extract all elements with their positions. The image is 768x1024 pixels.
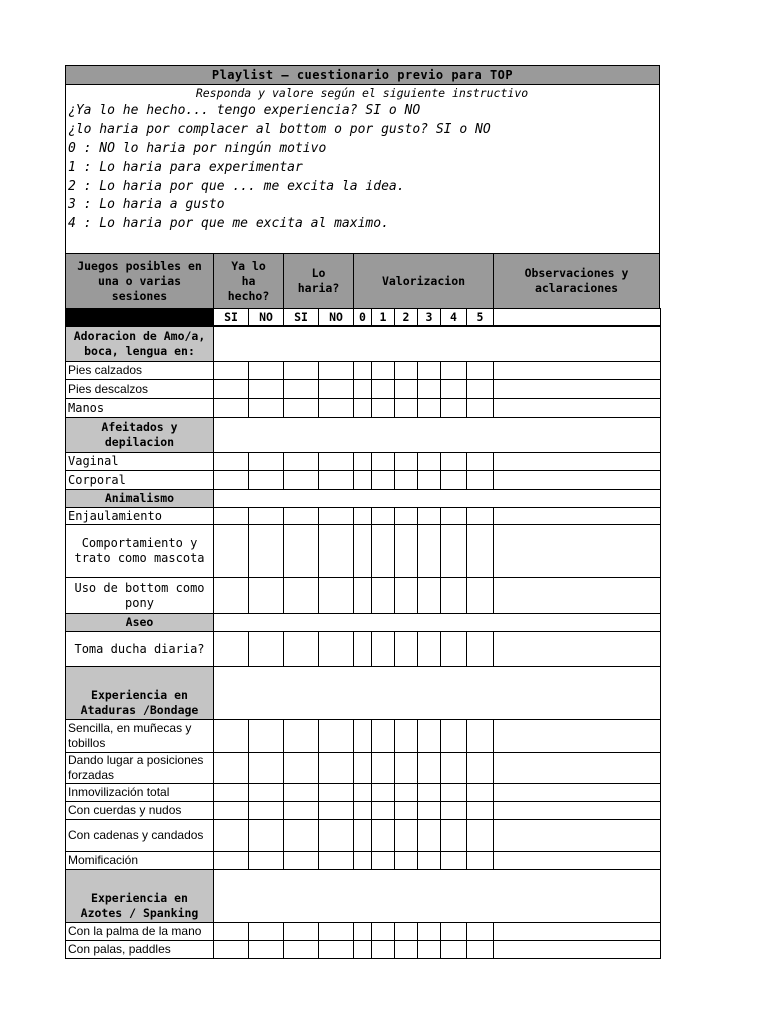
rating-1-cell[interactable] — [371, 524, 395, 578]
observaciones-cell[interactable] — [493, 922, 661, 941]
lo-haria-no-cell[interactable] — [318, 631, 354, 667]
si-header: SI — [283, 308, 319, 326]
row-label-text: Afeitados y depilacion — [101, 420, 178, 449]
instruction-line: 2 : Lo haria por que ... me excita la idea. — [68, 179, 405, 194]
row-label-text: Pies calzados — [68, 363, 143, 377]
rating-1-cell[interactable] — [371, 719, 395, 753]
item-label — [65, 524, 214, 578]
scale-1-header: 1 — [371, 308, 395, 326]
rating-2-cell[interactable] — [394, 379, 418, 399]
rating-1-cell[interactable] — [371, 452, 395, 471]
ya-hecho-no-cell[interactable] — [248, 783, 284, 802]
rating-5-cell[interactable] — [466, 470, 494, 490]
ya-hecho-no-cell[interactable] — [248, 801, 284, 820]
lo-haria-no-cell[interactable] — [318, 719, 354, 753]
rating-2-cell[interactable] — [394, 719, 418, 753]
row-label-text: Experiencia en Ataduras /Bondage — [80, 688, 199, 717]
ya-hecho-no-cell[interactable] — [248, 361, 284, 380]
lo-haria-si-cell[interactable] — [283, 719, 319, 753]
rating-5-cell[interactable] — [466, 922, 494, 941]
item-label — [65, 819, 214, 852]
rating-2-cell[interactable] — [394, 577, 418, 614]
row-label-text: Inmovilización total — [68, 785, 170, 799]
rating-4-cell[interactable] — [440, 801, 467, 820]
title-text: Playlist – cuestionario previo para TOP — [211, 68, 514, 82]
row-label-text: Con cadenas y candados — [68, 828, 204, 842]
row-label-text: Adoracion de Amo/a, boca, lengua en: — [73, 329, 206, 358]
rating-3-cell[interactable] — [417, 398, 441, 418]
item-label — [65, 577, 214, 614]
category-label — [65, 666, 214, 720]
rating-2-cell[interactable] — [394, 819, 418, 852]
rating-2-cell[interactable] — [394, 452, 418, 471]
rating-3-cell[interactable] — [417, 524, 441, 578]
rating-4-cell[interactable] — [440, 452, 467, 471]
item-label — [65, 361, 214, 380]
rating-2-cell[interactable] — [394, 752, 418, 784]
rating-0-cell[interactable] — [353, 452, 372, 471]
rating-0-cell[interactable] — [353, 507, 372, 525]
ya-hecho-si-cell[interactable] — [213, 752, 249, 784]
page-title — [65, 65, 660, 85]
rating-1-cell[interactable] — [371, 851, 395, 870]
lo-haria-no-cell[interactable] — [318, 783, 354, 802]
rating-4-cell[interactable] — [440, 752, 467, 784]
row-label-text: Sencilla, en muñecas y tobillos — [68, 721, 192, 750]
ya-hecho-si-cell[interactable] — [213, 507, 249, 525]
ya-hecho-si-cell[interactable] — [213, 819, 249, 852]
rating-0-cell[interactable] — [353, 851, 372, 870]
observaciones-cell[interactable] — [493, 719, 661, 753]
ya-hecho-si-cell[interactable] — [213, 452, 249, 471]
item-label — [65, 940, 214, 959]
rating-5-cell[interactable] — [466, 783, 494, 802]
column-header-observaciones: Observaciones y aclaraciones — [493, 253, 660, 309]
lo-haria-no-cell[interactable] — [318, 851, 354, 870]
rating-5-cell[interactable] — [466, 577, 494, 614]
lo-haria-si-cell[interactable] — [283, 452, 319, 471]
row-label-text: Corporal — [68, 472, 126, 487]
rating-5-cell[interactable] — [466, 631, 494, 667]
rating-1-cell[interactable] — [371, 631, 395, 667]
rating-3-cell[interactable] — [417, 819, 441, 852]
instructions-subtitle: Responda y valore según el siguiente instructivo — [195, 86, 529, 100]
ya-hecho-no-cell[interactable] — [248, 719, 284, 753]
rating-4-cell[interactable] — [440, 940, 467, 959]
instruction-line: 3 : Lo haria a gusto — [68, 197, 225, 212]
ya-hecho-si-cell[interactable] — [213, 577, 249, 614]
rating-4-cell[interactable] — [440, 470, 467, 490]
category-label — [65, 869, 214, 923]
rating-1-cell[interactable] — [371, 922, 395, 941]
instruction-line: 0 : NO lo haria por ningún motivo — [68, 141, 327, 156]
rating-2-cell[interactable] — [394, 524, 418, 578]
lo-haria-si-cell[interactable] — [283, 470, 319, 490]
rating-5-cell[interactable] — [466, 752, 494, 784]
rating-0-cell[interactable] — [353, 361, 372, 380]
ya-hecho-si-cell[interactable] — [213, 922, 249, 941]
item-label — [65, 398, 214, 418]
observaciones-cell[interactable] — [493, 752, 661, 784]
lo-haria-si-cell[interactable] — [283, 752, 319, 784]
ya-hecho-si-cell[interactable] — [213, 379, 249, 399]
subheader-black-cell — [65, 308, 214, 326]
rating-3-cell[interactable] — [417, 361, 441, 380]
observaciones-cell[interactable] — [493, 361, 661, 380]
lo-haria-no-cell[interactable] — [318, 379, 354, 399]
lo-haria-no-cell[interactable] — [318, 819, 354, 852]
ya-hecho-si-cell[interactable] — [213, 524, 249, 578]
instruction-line: 4 : Lo haria por que me excita al maximo. — [68, 216, 389, 231]
rating-5-cell[interactable] — [466, 398, 494, 418]
row-label-text: Toma ducha diaria? — [74, 641, 205, 656]
ya-hecho-si-cell[interactable] — [213, 801, 249, 820]
rating-3-cell[interactable] — [417, 470, 441, 490]
rating-1-cell[interactable] — [371, 783, 395, 802]
rating-3-cell[interactable] — [417, 379, 441, 399]
rating-3-cell[interactable] — [417, 851, 441, 870]
rating-4-cell[interactable] — [440, 851, 467, 870]
ya-hecho-no-cell[interactable] — [248, 470, 284, 490]
rating-5-cell[interactable] — [466, 819, 494, 852]
rating-3-cell[interactable] — [417, 922, 441, 941]
category-label — [65, 326, 214, 362]
item-label — [65, 752, 214, 784]
lo-haria-no-cell[interactable] — [318, 524, 354, 578]
row-label-text: Experiencia en Azotes / Spanking — [80, 891, 199, 920]
item-label — [65, 783, 214, 802]
row-label-text: Enjaulamiento — [68, 508, 162, 523]
lo-haria-si-cell[interactable] — [283, 379, 319, 399]
ya-hecho-si-cell[interactable] — [213, 361, 249, 380]
lo-haria-no-cell[interactable] — [318, 922, 354, 941]
rating-1-cell[interactable] — [371, 470, 395, 490]
lo-haria-no-cell[interactable] — [318, 361, 354, 380]
instruction-line: 1 : Lo haria para experimentar — [68, 160, 303, 175]
ya-hecho-no-cell[interactable] — [248, 819, 284, 852]
si-header: SI — [213, 308, 249, 326]
no-header: NO — [318, 308, 354, 326]
observaciones-cell[interactable] — [493, 801, 661, 820]
column-header-juegos: Juegos posibles en una o varias sesiones — [65, 253, 214, 309]
lo-haria-si-cell[interactable] — [283, 819, 319, 852]
rating-0-cell[interactable] — [353, 783, 372, 802]
rating-0-cell[interactable] — [353, 577, 372, 614]
category-spacer — [213, 613, 661, 632]
rating-1-cell[interactable] — [371, 940, 395, 959]
rating-4-cell[interactable] — [440, 379, 467, 399]
rating-5-cell[interactable] — [466, 801, 494, 820]
rating-4-cell[interactable] — [440, 524, 467, 578]
rating-5-cell[interactable] — [466, 379, 494, 399]
lo-haria-si-cell[interactable] — [283, 801, 319, 820]
ya-hecho-si-cell[interactable] — [213, 851, 249, 870]
rating-5-cell[interactable] — [466, 940, 494, 959]
column-header-valorizacion: Valorizacion — [353, 253, 494, 309]
lo-haria-si-cell[interactable] — [283, 398, 319, 418]
rating-0-cell[interactable] — [353, 752, 372, 784]
ya-hecho-no-cell[interactable] — [248, 752, 284, 784]
item-label — [65, 631, 214, 667]
observaciones-cell[interactable] — [493, 819, 661, 852]
observaciones-subheader — [493, 308, 661, 326]
observaciones-cell[interactable] — [493, 631, 661, 667]
category-spacer — [213, 489, 661, 508]
rating-3-cell[interactable] — [417, 783, 441, 802]
rating-4-cell[interactable] — [440, 783, 467, 802]
column-header-lo-haria: Lo haria? — [283, 253, 354, 309]
item-label — [65, 851, 214, 870]
observaciones-cell[interactable] — [493, 851, 661, 870]
rating-3-cell[interactable] — [417, 631, 441, 667]
ya-hecho-si-cell[interactable] — [213, 398, 249, 418]
category-label — [65, 613, 214, 632]
category-spacer — [213, 666, 661, 720]
rating-0-cell[interactable] — [353, 940, 372, 959]
rating-3-cell[interactable] — [417, 801, 441, 820]
ya-hecho-si-cell[interactable] — [213, 783, 249, 802]
ya-hecho-no-cell[interactable] — [248, 577, 284, 614]
item-label — [65, 801, 214, 820]
rating-5-cell[interactable] — [466, 524, 494, 578]
rating-4-cell[interactable] — [440, 819, 467, 852]
lo-haria-no-cell[interactable] — [318, 752, 354, 784]
ya-hecho-no-cell[interactable] — [248, 507, 284, 525]
lo-haria-si-cell[interactable] — [283, 577, 319, 614]
rating-2-cell[interactable] — [394, 631, 418, 667]
rating-2-cell[interactable] — [394, 851, 418, 870]
category-spacer — [213, 417, 661, 453]
rating-1-cell[interactable] — [371, 801, 395, 820]
rating-2-cell[interactable] — [394, 507, 418, 525]
lo-haria-si-cell[interactable] — [283, 631, 319, 667]
observaciones-cell[interactable] — [493, 398, 661, 418]
rating-3-cell[interactable] — [417, 719, 441, 753]
row-label-text: Animalismo — [104, 491, 175, 505]
rating-1-cell[interactable] — [371, 819, 395, 852]
lo-haria-no-cell[interactable] — [318, 452, 354, 471]
rating-4-cell[interactable] — [440, 922, 467, 941]
ya-hecho-no-cell[interactable] — [248, 398, 284, 418]
row-label-text: Con palas, paddles — [68, 942, 171, 956]
rating-4-cell[interactable] — [440, 507, 467, 525]
ya-hecho-si-cell[interactable] — [213, 940, 249, 959]
rating-3-cell[interactable] — [417, 452, 441, 471]
rating-2-cell[interactable] — [394, 922, 418, 941]
lo-haria-no-cell[interactable] — [318, 801, 354, 820]
rating-4-cell[interactable] — [440, 361, 467, 380]
scale-3-header: 3 — [417, 308, 441, 326]
ya-hecho-no-cell[interactable] — [248, 452, 284, 471]
ya-hecho-no-cell[interactable] — [248, 922, 284, 941]
lo-haria-no-cell[interactable] — [318, 398, 354, 418]
category-spacer — [213, 869, 661, 923]
ya-hecho-si-cell[interactable] — [213, 719, 249, 753]
lo-haria-no-cell[interactable] — [318, 577, 354, 614]
ya-hecho-no-cell[interactable] — [248, 940, 284, 959]
ya-hecho-si-cell[interactable] — [213, 631, 249, 667]
rating-2-cell[interactable] — [394, 361, 418, 380]
item-label — [65, 719, 214, 753]
observaciones-cell[interactable] — [493, 940, 661, 959]
rating-5-cell[interactable] — [466, 361, 494, 380]
rating-2-cell[interactable] — [394, 801, 418, 820]
rating-3-cell[interactable] — [417, 507, 441, 525]
lo-haria-si-cell[interactable] — [283, 507, 319, 525]
row-label-text: Aseo — [125, 615, 154, 629]
rating-0-cell[interactable] — [353, 379, 372, 399]
item-label — [65, 470, 214, 490]
row-label-text: Uso de bottom como pony — [74, 580, 205, 610]
category-label — [65, 489, 214, 508]
observaciones-cell[interactable] — [493, 577, 661, 614]
lo-haria-si-cell[interactable] — [283, 524, 319, 578]
category-label — [65, 417, 214, 453]
lo-haria-no-cell[interactable] — [318, 507, 354, 525]
no-header: NO — [248, 308, 284, 326]
observaciones-cell[interactable] — [493, 783, 661, 802]
item-label — [65, 379, 214, 399]
rating-1-cell[interactable] — [371, 379, 395, 399]
rating-1-cell[interactable] — [371, 398, 395, 418]
rating-0-cell[interactable] — [353, 631, 372, 667]
lo-haria-no-cell[interactable] — [318, 470, 354, 490]
ya-hecho-no-cell[interactable] — [248, 851, 284, 870]
ya-hecho-no-cell[interactable] — [248, 631, 284, 667]
row-label-text: Dando lugar a posiciones forzadas — [68, 753, 204, 782]
rating-5-cell[interactable] — [466, 507, 494, 525]
rating-5-cell[interactable] — [466, 851, 494, 870]
rating-3-cell[interactable] — [417, 940, 441, 959]
lo-haria-no-cell[interactable] — [318, 940, 354, 959]
rating-0-cell[interactable] — [353, 801, 372, 820]
row-label-text: Momificación — [68, 853, 139, 867]
lo-haria-si-cell[interactable] — [283, 361, 319, 380]
rating-3-cell[interactable] — [417, 752, 441, 784]
rating-0-cell[interactable] — [353, 922, 372, 941]
rating-2-cell[interactable] — [394, 940, 418, 959]
column-header-ya-lo-ha-hecho: Ya lo ha hecho? — [213, 253, 284, 309]
scale-0-header: 0 — [353, 308, 372, 326]
ya-hecho-no-cell[interactable] — [248, 524, 284, 578]
observaciones-cell[interactable] — [493, 379, 661, 399]
row-label-text: Vaginal — [68, 454, 119, 468]
rating-1-cell[interactable] — [371, 577, 395, 614]
rating-1-cell[interactable] — [371, 361, 395, 380]
rating-4-cell[interactable] — [440, 719, 467, 753]
lo-haria-si-cell[interactable] — [283, 922, 319, 941]
rating-0-cell[interactable] — [353, 524, 372, 578]
lo-haria-si-cell[interactable] — [283, 851, 319, 870]
row-label-text: Comportamiento y trato como mascota — [74, 536, 205, 565]
rating-0-cell[interactable] — [353, 470, 372, 490]
rating-1-cell[interactable] — [371, 752, 395, 784]
rating-0-cell[interactable] — [353, 398, 372, 418]
rating-2-cell[interactable] — [394, 783, 418, 802]
rating-4-cell[interactable] — [440, 398, 467, 418]
rating-5-cell[interactable] — [466, 452, 494, 471]
rating-4-cell[interactable] — [440, 577, 467, 614]
ya-hecho-si-cell[interactable] — [213, 470, 249, 490]
observaciones-cell[interactable] — [493, 452, 661, 471]
item-label — [65, 922, 214, 941]
instruction-line: ¿Ya lo he hecho... tengo experiencia? SI o NO — [68, 103, 421, 118]
rating-1-cell[interactable] — [371, 507, 395, 525]
observaciones-cell[interactable] — [493, 470, 661, 490]
item-label — [65, 452, 214, 471]
item-label — [65, 507, 214, 525]
row-label-text: Pies descalzos — [68, 381, 149, 396]
scale-4-header: 4 — [440, 308, 467, 326]
lo-haria-si-cell[interactable] — [283, 940, 319, 959]
rating-0-cell[interactable] — [353, 719, 372, 753]
rating-0-cell[interactable] — [353, 819, 372, 852]
observaciones-cell[interactable] — [493, 524, 661, 578]
rating-4-cell[interactable] — [440, 631, 467, 667]
scale-2-header: 2 — [394, 308, 418, 326]
lo-haria-si-cell[interactable] — [283, 783, 319, 802]
rating-3-cell[interactable] — [417, 577, 441, 614]
row-label-text: Con cuerdas y nudos — [68, 803, 182, 817]
ya-hecho-no-cell[interactable] — [248, 379, 284, 399]
observaciones-cell[interactable] — [493, 507, 661, 525]
rating-2-cell[interactable] — [394, 398, 418, 418]
rating-5-cell[interactable] — [466, 719, 494, 753]
scale-5-header: 5 — [466, 308, 494, 326]
instruction-line: ¿lo haria por complacer al bottom o por gusto? SI o NO — [68, 122, 491, 137]
row-label-text: Con la palma de la mano — [68, 924, 202, 938]
row-label-text: Manos — [68, 400, 105, 415]
rating-2-cell[interactable] — [394, 470, 418, 490]
category-spacer — [213, 326, 661, 362]
